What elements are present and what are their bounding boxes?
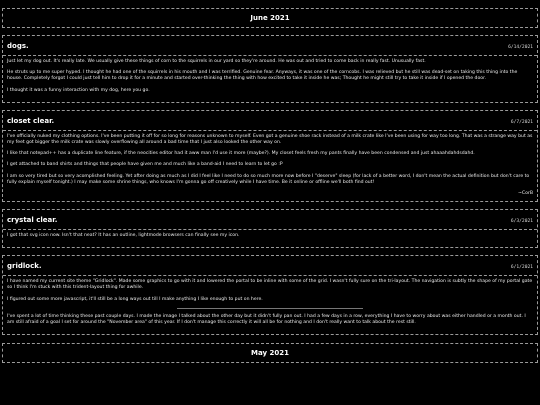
post-paragraph: I've spent a lot of time thinking these past couple days. I made the image I talked about the other day but it didn't fully pan out. I had a few days in a row, everything I have to worry about was either handled or a month out. I am still afraid of a goal I set for around the "November area" of this year. If I don't manage this correctly it will all be for nothing and I don't really want to talk about the rest still.	[7, 313, 526, 326]
post-body	[3, 131, 537, 201]
post-date: 6/14/2021	[508, 45, 533, 50]
month-header	[2, 8, 538, 28]
divider	[177, 308, 363, 309]
post-header	[3, 256, 537, 276]
post-signature: ~CorB	[518, 191, 533, 197]
post-paragraph: I figured out some more javascript, it'll still be a long ways out till I make anything I like enough to put on here.	[7, 296, 263, 302]
post-date: 6/1/2021	[510, 265, 533, 271]
post-paragraph: I got that svg icon now. Isn't that neat? It has an outline, lightmode browsers can finally see my icon.	[7, 233, 240, 239]
post-paragraph: Just let my dog out. It's really late. We usually give these things of corn to the squirrels in our yard so they're around. He was out and tried to come back in really fast. Unusually fast.	[7, 59, 426, 64]
post-date: 6/7/2021	[510, 119, 533, 125]
month-label: May 2021	[251, 349, 289, 358]
post-title: crystal clear.	[7, 216, 58, 225]
post-title: gridlock.	[7, 262, 42, 271]
post-body	[3, 56, 537, 102]
post-header	[3, 36, 537, 56]
post-header	[3, 210, 537, 230]
post-paragraph: I am so very tired but so very acomplished feeling. Yet after doing as much as I did I feel like I need to do so much more now before I "deserve" sleep (for lack of a better word, I don't mean the actual definition but don't care to fully explain myself tonight.) I may make some shrine things, who knows I'm gonna go off creatively while I have time. Be it online or offline we'll both find out!	[7, 173, 530, 185]
post-title: closet clear.	[7, 116, 55, 125]
post-paragraph: I like that notepad++ has a duplicate line feature, if the neocities editor had it aww man I'd use it more (maybe?). My closet feels fresh my pants finally have been condensed and just ahaaahdahdsdahd.	[7, 151, 475, 157]
post	[2, 209, 538, 248]
post-paragraph: I get attached to band shirts and things that people have given me and much like a band-aid I need to learn to let go :P	[7, 162, 283, 168]
post-paragraph: I have named my current site theme "Gridlock". Made some graphics to go with it and lowered the portal to be inline with some of the grid. I wasn't fully sure on the tri-layout. The navigation is subtly the shape of my portal gate so I think I'm stuck with this trident-layout thing for awhile.	[7, 279, 533, 291]
post-body	[3, 230, 537, 247]
post	[2, 35, 538, 103]
post-paragraph: I've officially nuked my clothing options. I've been putting it off for so long for reasons unknown to myself. Even got a genuine shoe rack instead of a milk crate like I've been using for way too long. That was a strange way but as my feet got bigger the milk crate was slowly overflowing all around a bad time that I just also looked the other way on.	[7, 133, 533, 146]
post-date: 6/3/2021	[510, 219, 533, 225]
post-title: dogs.	[7, 42, 29, 50]
post	[2, 255, 538, 335]
month-header	[2, 343, 538, 363]
post-header	[3, 111, 537, 131]
post-paragraph: I thought it was a funny interaction with my dog, here you go.	[7, 87, 150, 93]
month-label: June 2021	[250, 14, 290, 22]
post-body	[3, 276, 537, 334]
post	[2, 110, 538, 202]
post-paragraph: He struts up to me super hyped. I thought he had one of the squirrels in his mouth and I was terrified. Genuine fear. Anyways, it was one of the corncobs. I was relieved but he still was dead-set on taking this thing into the house. Completely forgot I could just tell him to drop it for a minute and started over-thinking the thing with how excited to take it inside he was; Thought he might still try to take it inside if I opened the door.	[7, 70, 518, 82]
